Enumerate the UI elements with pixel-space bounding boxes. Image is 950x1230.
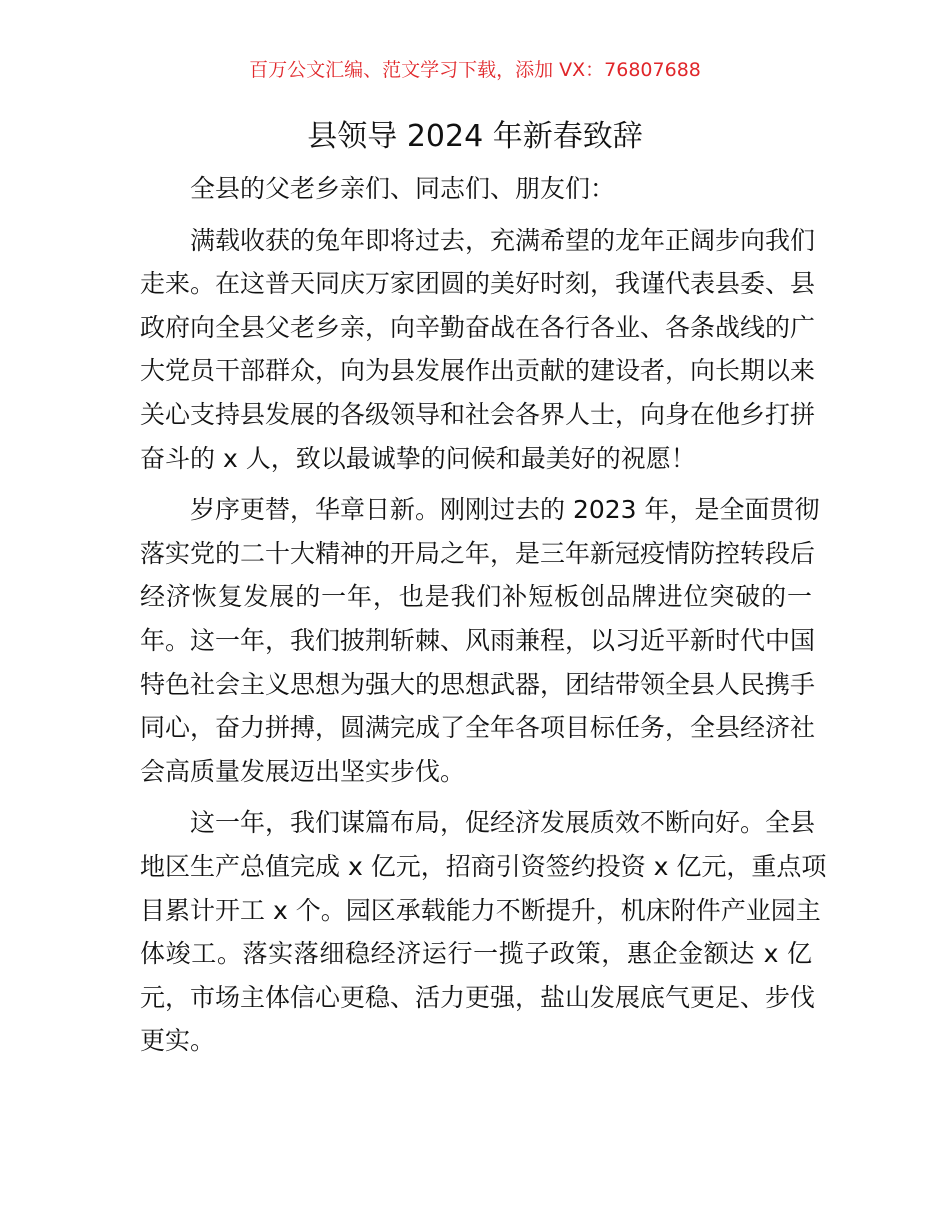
- text-line: 更实。: [140, 1026, 216, 1056]
- text-line: 政府向全县父老乡亲，向辛勤奋战在各行各业、各条战线的广: [140, 312, 816, 342]
- watermark-header: 百万公文汇编、范文学习下载，添加 VX：76807688: [249, 59, 701, 81]
- paragraph: [140, 219, 816, 481]
- paragraph: [140, 488, 820, 793]
- text-line: 地区生产总值完成 x 亿元，招商引资签约投资 x 亿元，重点项: [140, 851, 827, 881]
- text-line: 特色社会主义思想为强大的思想武器，团结带领全县人民携手: [140, 669, 816, 699]
- text-line: 落实党的二十大精神的开局之年，是三年新冠疫情防控转段后: [140, 538, 816, 568]
- text-line: 体竣工。落实落细稳经济运行一揽子政策，惠企金额达 x 亿: [140, 939, 812, 969]
- text-line: 目累计开工 x 个。园区承载能力不断提升，机床附件产业园主: [140, 895, 821, 925]
- text-line: 关心支持县发展的各级领导和社会各界人士，向身在他乡打拼: [140, 399, 816, 429]
- document-body: [140, 167, 827, 1071]
- salutation: [140, 167, 812, 211]
- text-line: 全县的父老乡亲们、同志们、朋友们：: [190, 174, 616, 203]
- text-line: 满载收获的兔年即将过去，充满希望的龙年正阔步向我们: [190, 225, 816, 255]
- text-line: 奋斗的 x 人，致以最诚挚的问候和最美好的祝愿！: [140, 443, 696, 473]
- text-line: 走来。在这普天同庆万家团圆的美好时刻，我谨代表县委、县: [140, 269, 816, 299]
- text-line: 经济恢复发展的一年，也是我们补短板创品牌进位突破的一: [140, 582, 812, 612]
- text-line: 元，市场主体信心更稳、活力更强，盐山发展底气更足、步伐: [140, 982, 816, 1012]
- text-line: 岁序更替，华章日新。刚刚过去的 2023 年，是全面贯彻: [190, 495, 820, 525]
- text-line: 同心，奋力拼搏，圆满完成了全年各项目标任务，全县经济社: [140, 713, 816, 743]
- document-title: 县领导 2024 年新春致辞: [307, 119, 643, 154]
- text-line: 年。这一年，我们披荆斩棘、风雨兼程，以习近平新时代中国: [140, 625, 816, 655]
- text-line: 大党员干部群众，向为县发展作出贡献的建设者，向长期以来: [140, 356, 816, 386]
- text-line: 这一年，我们谋篇布局，促经济发展质效不断向好。全县: [190, 808, 816, 838]
- text-line: 会高质量发展迈出坚实步伐。: [140, 756, 466, 786]
- paragraph: [140, 801, 827, 1063]
